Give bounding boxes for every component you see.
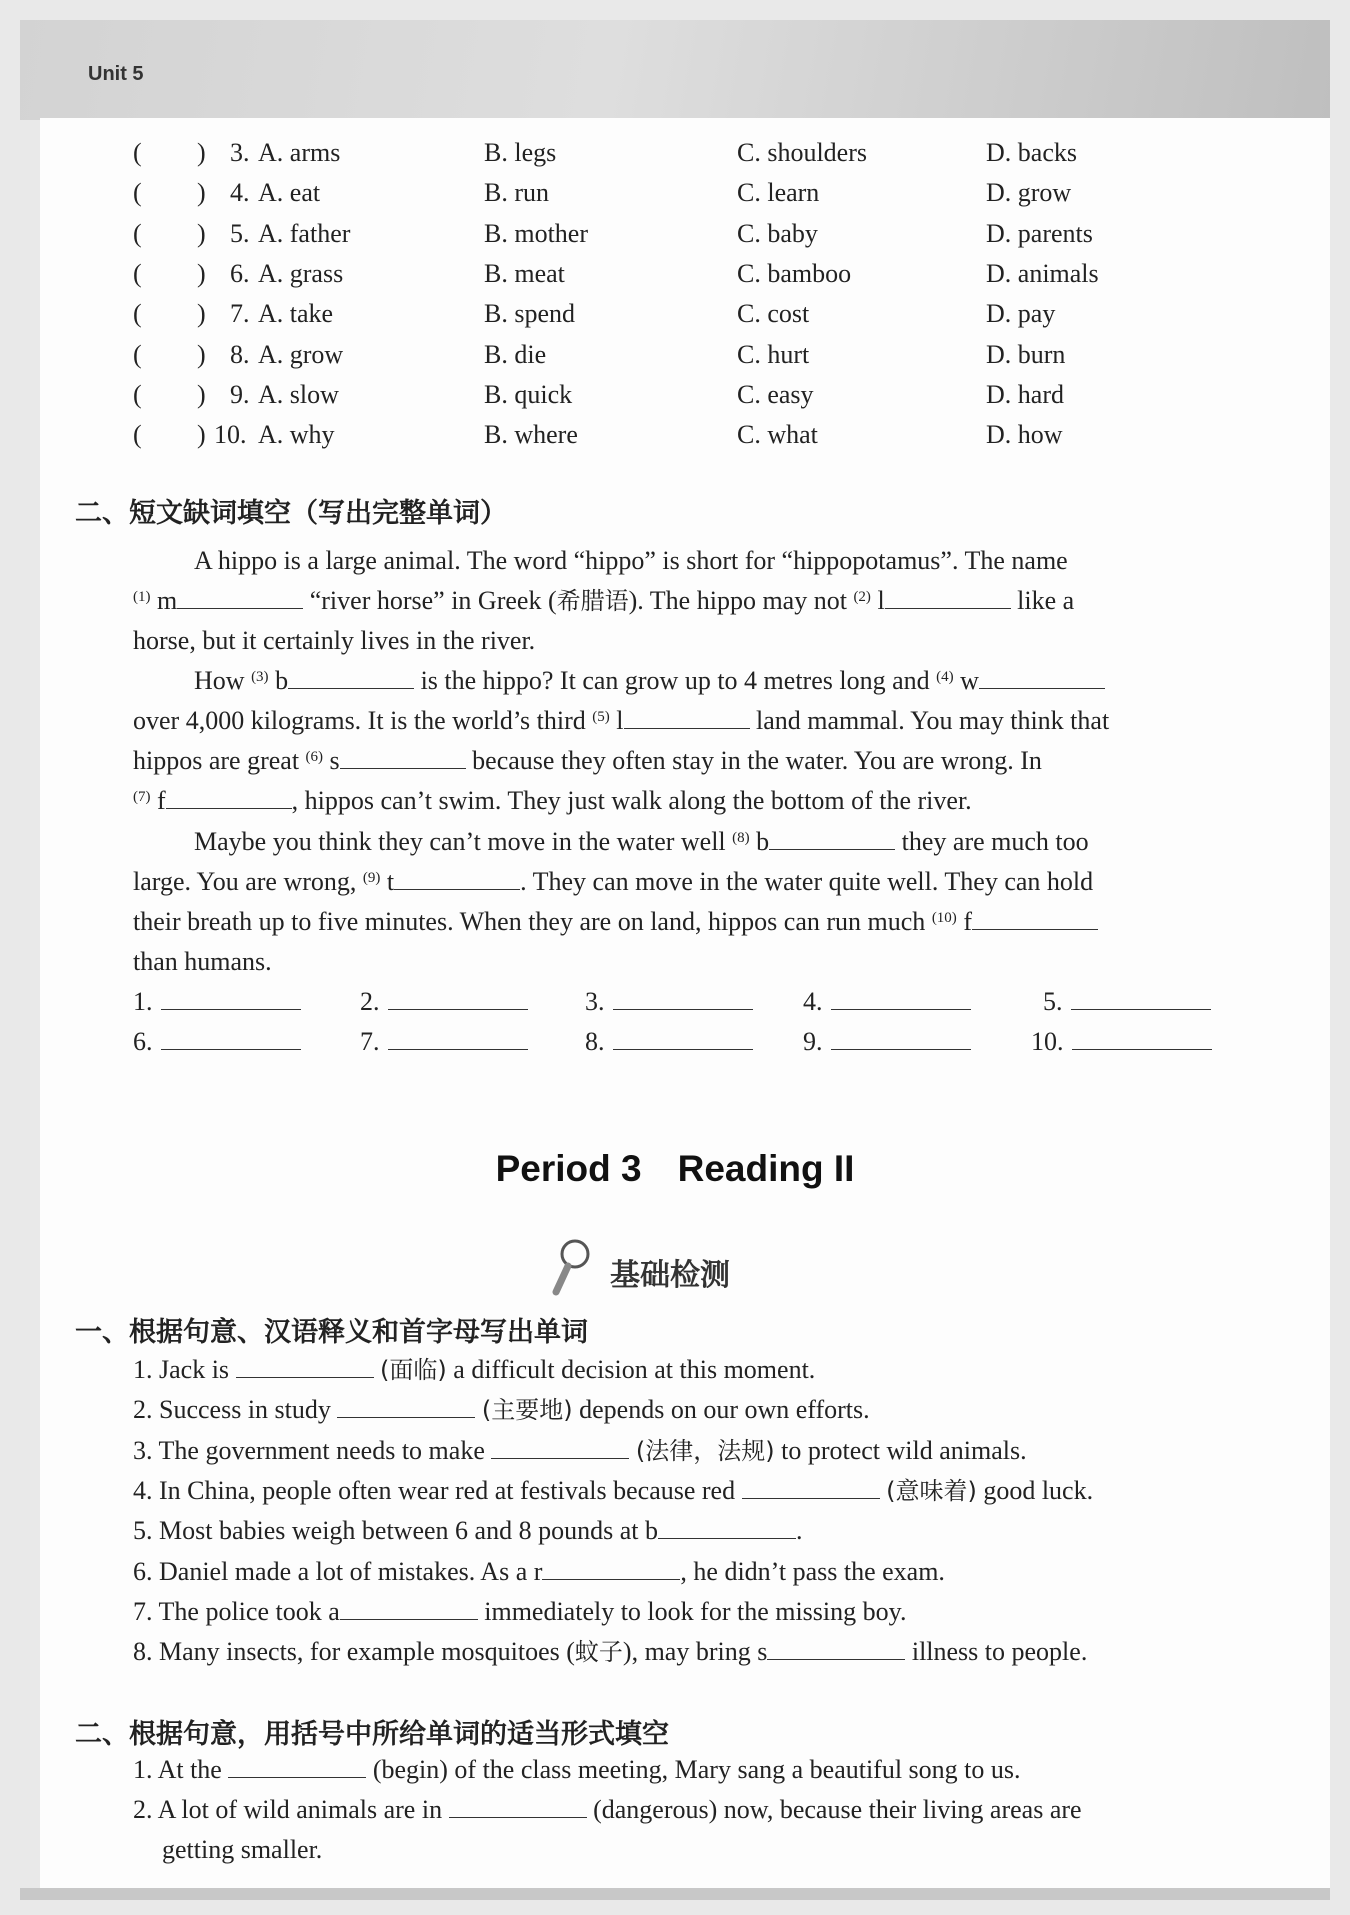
answer-blank-9[interactable]	[394, 867, 520, 890]
answer-blank-5[interactable]	[624, 706, 750, 729]
option-d[interactable]: D. animals	[986, 258, 1099, 288]
option-b[interactable]: B. mother	[484, 218, 588, 248]
option-b[interactable]: B. quick	[484, 379, 573, 409]
word-form-item-1: 1. At the (begin) of the class meeting, Mary sang a beautiful song to us.	[133, 1755, 1021, 1784]
answer-cell-blank[interactable]	[1072, 1027, 1212, 1050]
option-b[interactable]: B. meat	[484, 258, 565, 288]
option-b[interactable]: B. spend	[484, 299, 575, 329]
passage-line-10: their breath up to five minutes. When they are on land, hippos can run much $^{(10)}$ f	[133, 906, 1098, 938]
word-hint-blank[interactable]	[742, 1476, 880, 1499]
answer-paren-open: (	[133, 178, 142, 208]
passage-line-9: large. You are wrong, $^{(9)}$ t . They can move in the water quite well. They can hold	[133, 867, 1094, 896]
answer-cell	[360, 1026, 528, 1058]
choice-answer-slot[interactable]	[145, 218, 203, 248]
answer-cell-label: 2.	[360, 987, 380, 1016]
passage-line-7: $^{(7)}$ f , hippos can’t swim. They just walk along the bottom of the river.	[133, 786, 972, 815]
passage-line-8: Maybe you think they can’t move in the water well $^{(8)}$ b they are much too	[194, 827, 1089, 856]
option-c[interactable]: C. learn	[737, 178, 820, 208]
bottom-band	[20, 1888, 1330, 1900]
option-d[interactable]: D. how	[986, 420, 1063, 450]
answer-cell	[1043, 986, 1211, 1018]
answer-cell-blank[interactable]	[1071, 987, 1211, 1010]
word-form-blank-1[interactable]	[228, 1755, 366, 1778]
answer-cell-blank[interactable]	[613, 987, 753, 1010]
answer-cell-label: 9.	[803, 1027, 823, 1056]
passage-line-11: than humans.	[133, 947, 272, 976]
answer-blank-6[interactable]	[340, 746, 466, 769]
answer-paren-close: )	[197, 178, 206, 208]
option-a[interactable]: A. father	[258, 218, 351, 248]
answer-blank-1[interactable]	[177, 586, 303, 609]
option-a[interactable]: A. eat	[258, 178, 321, 208]
answer-cell-blank[interactable]	[613, 1027, 753, 1050]
answer-paren-close: )	[197, 258, 206, 288]
answer-paren-close: )	[197, 138, 206, 167]
answer-blank-3[interactable]	[288, 666, 414, 689]
passage-line-5: over 4,000 kilograms. It is the world’s third $^{(5)}$ l land mammal. You may think that	[133, 706, 1110, 735]
unit-label: Unit 5	[88, 63, 144, 85]
option-d[interactable]: D. pay	[986, 299, 1056, 329]
choice-answer-slot[interactable]	[145, 339, 203, 369]
word-hint-item: 7. The police took a immediately to look for the missing boy.	[133, 1596, 907, 1626]
answer-cell-blank[interactable]	[831, 987, 971, 1010]
answer-cell-label: 10.	[1031, 1027, 1064, 1056]
passage-line-2: $^{(1)}$ m “river horse” in Greek (希腊语). The hippo may not $^{(2)}$ l like a	[133, 586, 1075, 615]
option-a[interactable]: A. why	[258, 420, 335, 450]
answer-cell-label: 7.	[360, 1027, 380, 1056]
passage-line-4: How $^{(3)}$ b is the hippo? It can grow up to 4 metres long and $^{(4)}$ w	[194, 665, 1105, 697]
option-d[interactable]: D. grow	[986, 178, 1072, 208]
period-name: Reading II	[677, 1148, 855, 1189]
passage-line-6: hippos are great $^{(6)}$ s because they often stay in the water. You are wrong. In	[133, 746, 1042, 775]
word-form-blank-2[interactable]	[449, 1795, 587, 1818]
section-title-word-forms: 二、根据句意，用括号中所给单词的适当形式填空	[75, 1719, 669, 1750]
answer-cell	[1031, 1026, 1212, 1058]
question-number: 9.	[230, 379, 250, 409]
answer-cell-label: 8.	[585, 1027, 605, 1056]
option-d[interactable]: D. hard	[986, 379, 1064, 409]
section-title-cloze: 二、短文缺词填空（写出完整单词）	[75, 498, 507, 529]
period-label: Period 3	[495, 1148, 642, 1189]
word-hint-blank[interactable]	[340, 1597, 478, 1620]
choice-answer-slot[interactable]	[145, 137, 203, 167]
answer-blank-2[interactable]	[885, 586, 1011, 609]
magnifier-icon	[548, 1236, 602, 1296]
option-b[interactable]: B. run	[484, 178, 549, 208]
word-hint-blank[interactable]	[236, 1355, 374, 1378]
choice-answer-slot[interactable]	[145, 298, 203, 328]
answer-paren-open: (	[133, 138, 142, 167]
option-d[interactable]: D. backs	[986, 138, 1077, 167]
option-c[interactable]: C. shoulders	[737, 138, 867, 167]
basics-heading	[548, 1236, 848, 1296]
answer-cell	[360, 986, 528, 1018]
answer-paren-open: (	[133, 218, 142, 248]
answer-cell-label: 4.	[803, 987, 823, 1016]
answer-cell	[585, 1026, 753, 1058]
passage-line-1: A hippo is a large animal. The word “hippo” is short for “hippopotamus”. The name	[194, 546, 1068, 575]
word-hint-blank[interactable]	[542, 1557, 680, 1580]
word-hint-item: 5. Most babies weigh between 6 and 8 pounds at b .	[133, 1516, 803, 1546]
answer-cell-blank[interactable]	[161, 987, 301, 1010]
option-d[interactable]: D. burn	[986, 339, 1066, 369]
answer-blank-7[interactable]	[166, 786, 292, 809]
question-number: 5.	[230, 218, 250, 248]
answer-cell	[133, 1026, 301, 1058]
answer-cell	[803, 1026, 971, 1058]
answer-paren-open: (	[133, 339, 142, 369]
question-number: 6.	[230, 258, 250, 288]
option-c[interactable]: C. easy	[737, 379, 814, 409]
answer-cell-label: 1.	[133, 987, 153, 1016]
answer-cell-label: 6.	[133, 1027, 153, 1056]
choice-answer-slot[interactable]	[145, 379, 203, 409]
question-number: 4.	[230, 178, 250, 208]
answer-paren-close: )	[197, 218, 206, 248]
answer-blank-10[interactable]	[972, 907, 1098, 930]
option-b[interactable]: B. where	[484, 420, 578, 450]
option-c[interactable]: C. bamboo	[737, 258, 852, 288]
option-b[interactable]: B. die	[484, 339, 547, 369]
answer-cell-label: 3.	[585, 987, 605, 1016]
answer-paren-open: (	[133, 379, 142, 409]
word-form-item-2: 2. A lot of wild animals are in (dangerous) now, because their living areas are	[133, 1795, 1082, 1824]
answer-cell	[585, 986, 753, 1018]
word-hint-item: 1. Jack is (面临) a difficult decision at this moment.	[133, 1355, 816, 1384]
word-form-item-2-cont: getting smaller.	[162, 1835, 323, 1864]
answer-paren-open: (	[133, 299, 142, 329]
answer-blank-8[interactable]	[769, 827, 895, 850]
question-number: 8.	[230, 339, 250, 369]
answer-cell-blank[interactable]	[388, 1027, 528, 1050]
word-hint-item: 6. Daniel made a lot of mistakes. As a r , he didn’t pass the exam.	[133, 1556, 945, 1586]
answer-paren-open: (	[133, 420, 142, 450]
passage-line-3: horse, but it certainly lives in the river.	[133, 626, 536, 655]
answer-paren-close: )	[197, 379, 206, 409]
answer-paren-close: )	[197, 339, 206, 369]
question-number: 3.	[230, 138, 250, 167]
answer-paren-close: )	[197, 420, 206, 450]
section-title-word-hints: 一、根据句意、汉语释义和首字母写出单词	[75, 1317, 588, 1348]
header-band	[20, 20, 1330, 120]
choice-answer-slot[interactable]	[145, 258, 203, 288]
option-a[interactable]: A. take	[258, 299, 334, 329]
answer-cell	[133, 986, 301, 1018]
option-a[interactable]: A. grow	[258, 339, 344, 369]
answer-blank-4[interactable]	[979, 666, 1105, 689]
answer-cell	[803, 986, 971, 1018]
option-c[interactable]: C. cost	[737, 299, 810, 329]
answer-paren-close: )	[197, 299, 206, 329]
option-a[interactable]: A. slow	[258, 379, 339, 409]
answer-paren-open: (	[133, 258, 142, 288]
option-c[interactable]: C. baby	[737, 218, 818, 248]
basics-label: 基础检测	[610, 1258, 730, 1293]
option-a[interactable]: A. arms	[258, 138, 341, 167]
choice-answer-slot[interactable]	[145, 419, 203, 449]
option-a[interactable]: A. grass	[258, 258, 344, 288]
option-b[interactable]: B. legs	[484, 138, 557, 167]
word-hint-blank[interactable]	[767, 1637, 905, 1660]
choice-answer-slot[interactable]	[145, 177, 203, 207]
answer-cell-blank[interactable]	[161, 1027, 301, 1050]
word-hint-item: 8. Many insects, for example mosquitoes (蚊子), may bring s illness to people.	[133, 1637, 1088, 1667]
question-number: 7.	[230, 299, 250, 329]
period-title	[0, 1148, 1350, 1190]
answer-cell-blank[interactable]	[388, 987, 528, 1010]
option-c[interactable]: C. hurt	[737, 339, 810, 369]
word-hint-blank[interactable]	[491, 1436, 629, 1459]
answer-cell-blank[interactable]	[831, 1027, 971, 1050]
option-c[interactable]: C. what	[737, 420, 818, 450]
option-d[interactable]: D. parents	[986, 218, 1093, 248]
word-hint-item: 4. In China, people often wear red at festivals because red (意味着) good luck.	[133, 1475, 1094, 1505]
question-number: 10.	[214, 420, 247, 450]
word-hint-item: 2. Success in study (主要地) depends on our own efforts.	[133, 1395, 870, 1425]
word-hint-blank[interactable]	[658, 1516, 796, 1539]
word-hint-item: 3. The government needs to make (法律，法规) to protect wild animals.	[133, 1435, 1027, 1465]
word-hint-blank[interactable]	[337, 1395, 475, 1418]
answer-cell-label: 5.	[1043, 987, 1063, 1016]
